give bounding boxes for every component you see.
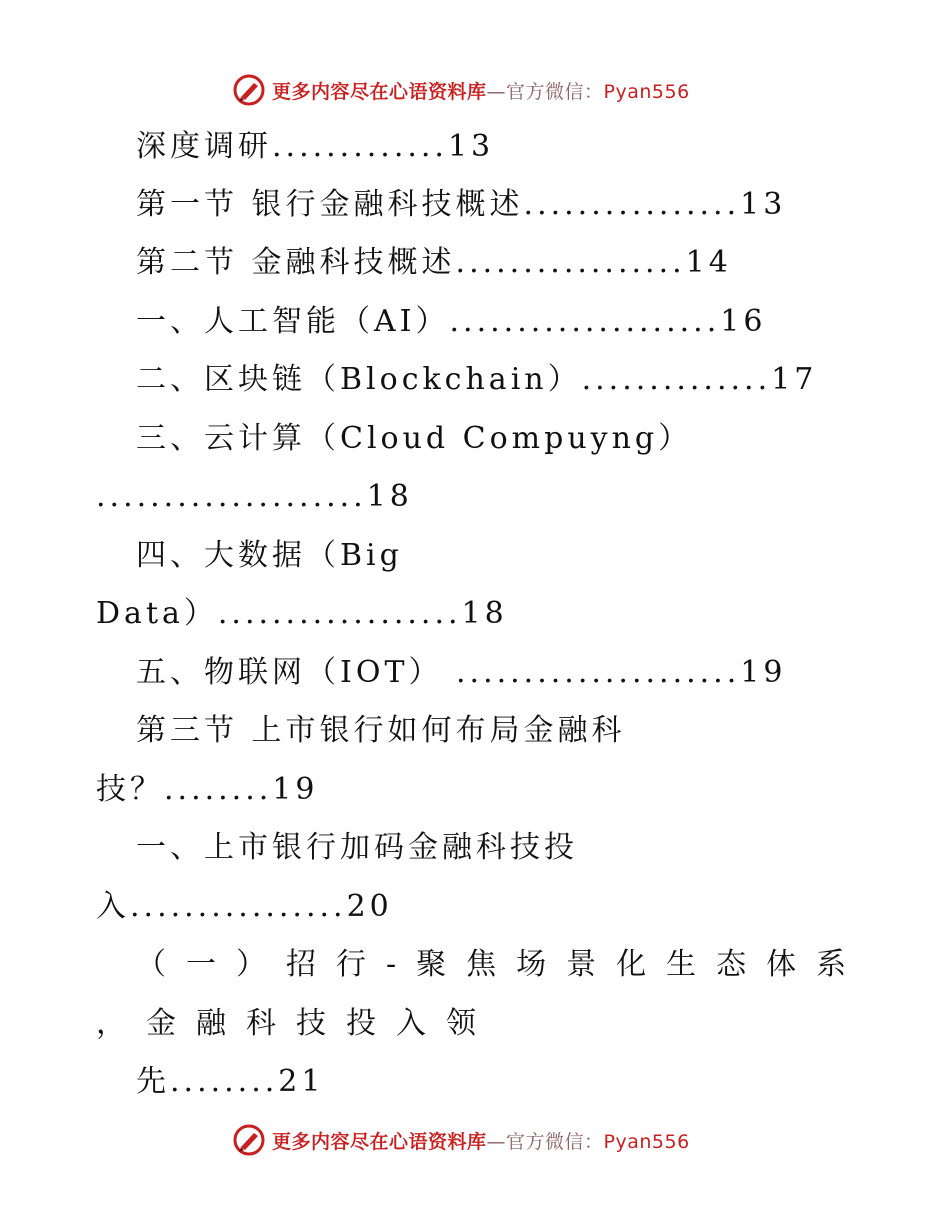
toc-entry: ....................18 xyxy=(96,479,413,514)
toc-entry: 技？........19 xyxy=(96,772,319,807)
pen-logo-icon xyxy=(232,73,266,107)
header-banner xyxy=(232,70,712,110)
pen-logo-icon xyxy=(232,1123,266,1157)
toc-entry: （一）招行-聚焦场景化生态体系 xyxy=(136,947,867,982)
toc-entry: 一、上市银行加码金融科技投 xyxy=(136,830,578,865)
toc-entry: 深度调研.............13 xyxy=(136,129,495,164)
banner-text: 更多内容尽在心语资料库—官方微信：Pyan556 xyxy=(272,1130,690,1153)
toc-entry: ，金融科技投入领 xyxy=(96,1006,496,1041)
banner-text: 更多内容尽在心语资料库—官方微信：Pyan556 xyxy=(272,80,690,103)
toc-entry: 二、区块链（Blockchain）..............17 xyxy=(136,362,818,397)
toc-entry: 四、大数据（Big xyxy=(136,538,403,573)
toc-entry: 五、物联网（IOT） .....................19 xyxy=(136,655,787,690)
toc-entry: 先........21 xyxy=(136,1064,325,1099)
footer-banner xyxy=(232,1120,712,1160)
toc-entry: 三、云计算（Cloud Compuyng） xyxy=(136,421,693,456)
toc-entry: 第一节 银行金融科技概述................13 xyxy=(136,187,787,222)
toc-entry: 第三节 上市银行如何布局金融科 xyxy=(136,713,626,748)
toc-entry: 入................20 xyxy=(96,889,393,924)
toc-entry: 一、人工智能（AI）....................16 xyxy=(136,304,767,339)
toc-entry: Data）..................18 xyxy=(96,596,508,631)
toc-entry: 第二节 金融科技概述.................14 xyxy=(136,245,732,280)
